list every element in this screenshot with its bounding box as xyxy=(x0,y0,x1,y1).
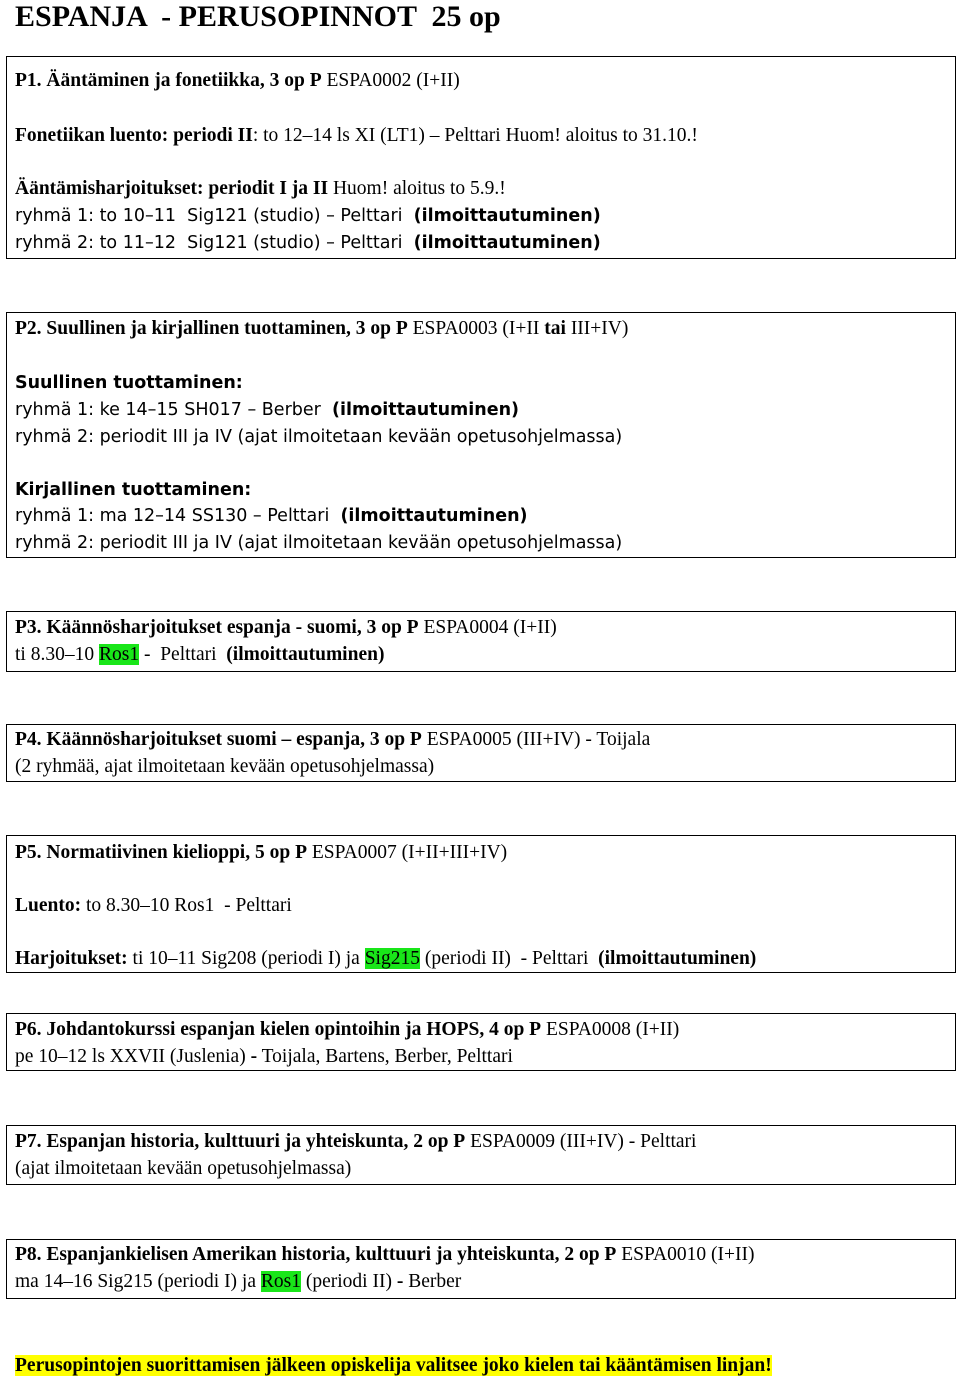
p8-teacher: Berber xyxy=(403,1271,462,1292)
p5-heading: P5. Normatiivinen kielioppi, 5 op P xyxy=(15,842,307,863)
p5-code: ESPA0007 (I+II+III+IV) xyxy=(306,842,508,863)
p4-heading: P4. Käännösharjoitukset suomi – espanja, 3 op P xyxy=(15,729,422,750)
page-title: ESPANJA - PERUSOPINNOT 25 op xyxy=(15,0,501,33)
p5-exercises-line xyxy=(15,946,756,973)
p8-tail: (periodi II) xyxy=(300,1271,397,1292)
p1-group2-enroll: (ilmoittautuminen) xyxy=(413,233,601,253)
p7-heading-line xyxy=(15,1129,696,1156)
p1-lecture-label: Fonetiikan luento: periodi II xyxy=(15,125,253,146)
p1-group2: ryhmä 2: to 11–12 Sig121 (studio) – Pelttari xyxy=(15,233,414,253)
p1-lecture-line xyxy=(15,123,698,150)
p2-oral-g2: ryhmä 2: periodit III ja IV (ajat ilmoitetaan kevään opetusohjelmassa) xyxy=(15,427,623,447)
p1-group1-line xyxy=(15,203,601,230)
p1-exercises-text: Huom! aloitus to 5.9.! xyxy=(328,178,506,199)
p2-heading-line xyxy=(15,316,628,343)
footer-note xyxy=(15,1353,772,1379)
p2-written-g1-line xyxy=(15,503,528,530)
p2-oral-label: Suullinen tuottaminen: xyxy=(15,373,243,393)
p6-heading-line xyxy=(15,1017,679,1044)
course-box-p2 xyxy=(6,312,956,558)
p8-room: Ros1 xyxy=(260,1271,301,1292)
p3-teacher: - Pelttari xyxy=(139,644,227,665)
p7-heading: P7. Espanjan historia, kulttuuri ja yhteiskunta, 2 op P xyxy=(15,1131,466,1152)
p5-enroll: (ilmoittautuminen) xyxy=(598,948,757,969)
course-box-p7 xyxy=(6,1125,956,1185)
p7-code: ESPA0009 (III+IV) - Pelttari xyxy=(465,1131,697,1152)
p2-oral-g1: ryhmä 1: ke 14–15 SH017 – Berber xyxy=(15,400,332,420)
p1-group1-enroll: (ilmoittautuminen) xyxy=(413,206,601,226)
p8-code: ESPA0010 (I+II) xyxy=(616,1244,755,1265)
p2-written-g2: ryhmä 2: periodit III ja IV (ajat ilmoitetaan kevään opetusohjelmassa) xyxy=(15,533,623,553)
p1-group1: ryhmä 1: to 10–11 Sig121 (studio) – Pelttari xyxy=(15,206,414,226)
p8-time: ma 14–16 Sig215 (periodi I) ja xyxy=(15,1271,261,1292)
p2-tai: tai xyxy=(544,318,566,339)
p2-oral-g1-enroll: (ilmoittautuminen) xyxy=(331,400,520,420)
p6-teachers: Toijala, Bartens, Berber, Pelttari xyxy=(257,1046,513,1067)
p1-exercises-line xyxy=(15,176,506,203)
p5-lecture-text: to 8.30–10 Ros1 - Pelttari xyxy=(81,895,292,916)
p8-dash: - xyxy=(396,1271,404,1292)
p6-time-line xyxy=(15,1044,513,1071)
p7-note: (ajat ilmoitetaan kevään opetusohjelmassa) xyxy=(15,1158,352,1179)
p1-heading-line xyxy=(15,68,460,95)
p3-heading: P3. Käännösharjoitukset espanja - suomi, 3 op P xyxy=(15,617,419,638)
p1-exercises-label: Ääntämisharjoitukset: periodit I ja II xyxy=(15,178,329,199)
p2-code2: III+IV) xyxy=(565,318,629,339)
p8-time-line xyxy=(15,1269,461,1296)
p4-note: (2 ryhmää, ajat ilmoitetaan kevään opetusohjelmassa) xyxy=(15,756,435,777)
p4-heading-line xyxy=(15,727,650,754)
p8-heading: P8. Espanjankielisen Amerikan historia, kulttuuri ja yhteiskunta, 2 op P xyxy=(15,1244,617,1265)
p2-oral-g1-line xyxy=(15,397,519,424)
p2-written-g1: ryhmä 1: ma 12–14 SS130 – Pelttari xyxy=(15,506,341,526)
p6-code: ESPA0008 (I+II) xyxy=(541,1019,680,1040)
p2-written-label: Kirjallinen tuottaminen: xyxy=(15,480,252,500)
p1-lecture-text: : to 12–14 ls XI (LT1) – Pelttari Huom! aloitus to 31.10.! xyxy=(252,125,698,146)
p3-time: ti 8.30–10 xyxy=(15,644,99,665)
course-box-p5 xyxy=(6,835,956,973)
p5-heading-line xyxy=(15,840,507,867)
p1-code: ESPA0002 (I+II) xyxy=(321,70,460,91)
p3-time-line xyxy=(15,642,384,669)
p5-exercises-label: Harjoitukset: xyxy=(15,948,128,969)
p6-dash: - xyxy=(250,1046,258,1067)
p1-group2-line xyxy=(15,230,601,257)
footer-note-text: Perusopintojen suorittamisen jälkeen opiskelija valitsee joko kielen tai kääntämisen linjan! xyxy=(15,1355,772,1376)
course-box-p8 xyxy=(6,1239,956,1299)
p2-heading: P2. Suullinen ja kirjallinen tuottaminen, 3 op P xyxy=(15,318,408,339)
p3-code: ESPA0004 (I+II) xyxy=(418,617,557,638)
course-box-p6 xyxy=(6,1013,956,1071)
p5-exercises-tail: (periodi II) - Pelttari xyxy=(419,948,599,969)
p5-lecture-line xyxy=(15,893,292,920)
p4-code: ESPA0005 (III+IV) - Toijala xyxy=(421,729,651,750)
p2-code: ESPA0003 (I+II xyxy=(407,318,545,339)
course-box-p4 xyxy=(6,724,956,782)
p3-enroll: (ilmoittautuminen) xyxy=(226,644,385,665)
p6-time: pe 10–12 ls XXVII (Juslenia) xyxy=(15,1046,251,1067)
p6-heading: P6. Johdantokurssi espanjan kielen opintoihin ja HOPS, 4 op P xyxy=(15,1019,542,1040)
course-box-p1 xyxy=(6,56,956,259)
p5-lecture-label: Luento: xyxy=(15,895,82,916)
p5-room: Sig215 xyxy=(364,948,420,969)
p5-exercises-text: ti 10–11 Sig208 (periodi I) ja xyxy=(127,948,365,969)
p3-room: Ros1 xyxy=(98,644,140,665)
course-box-p3 xyxy=(6,611,956,672)
p8-heading-line xyxy=(15,1242,754,1269)
p1-heading: P1. Ääntäminen ja fonetiikka, 3 op P xyxy=(15,70,322,91)
p2-written-g1-enroll: (ilmoittautuminen) xyxy=(340,506,528,526)
p3-heading-line xyxy=(15,615,557,642)
